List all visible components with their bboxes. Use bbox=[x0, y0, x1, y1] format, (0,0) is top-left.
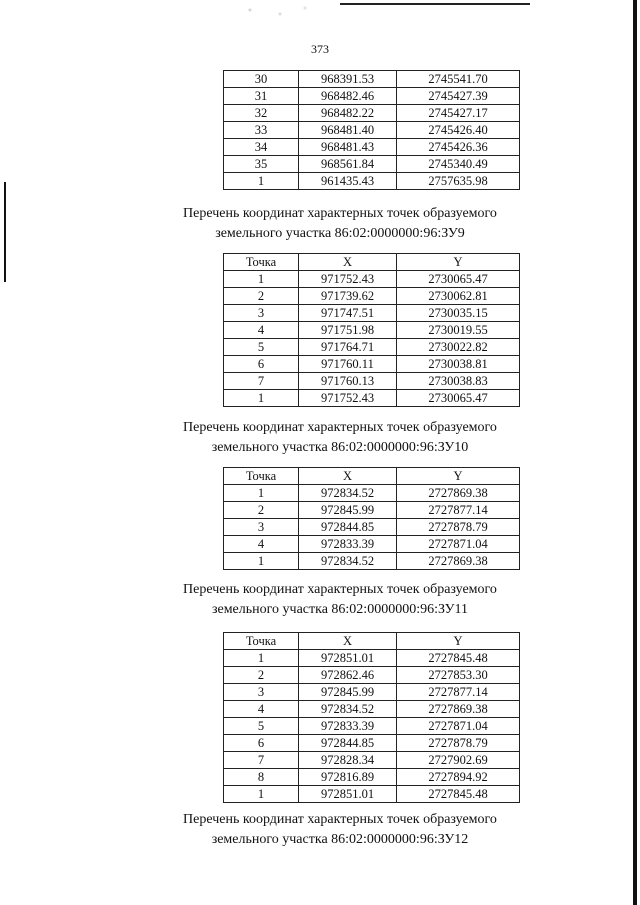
x-cell: 971760.11 bbox=[299, 356, 397, 373]
table-row bbox=[224, 735, 520, 752]
table-body bbox=[224, 271, 520, 407]
table-row bbox=[224, 502, 520, 519]
x-cell: 968391.53 bbox=[299, 71, 397, 88]
y-cell: 2727878.79 bbox=[397, 735, 520, 752]
point-cell: 1 bbox=[224, 786, 299, 803]
caption-line: земельного участка 86:02:0000000:96:ЗУ12 bbox=[211, 832, 469, 847]
table-row bbox=[224, 485, 520, 502]
table-row bbox=[224, 390, 520, 407]
header-cell: X bbox=[299, 633, 397, 650]
table-header-row bbox=[224, 633, 520, 650]
caption-line: земельного участка 86:02:0000000:96:ЗУ10 bbox=[211, 440, 469, 455]
point-cell: 7 bbox=[224, 752, 299, 769]
scan-smudge bbox=[230, 2, 330, 22]
x-cell: 971739.62 bbox=[299, 288, 397, 305]
scan-edge-line bbox=[340, 3, 530, 5]
point-cell: 2 bbox=[224, 667, 299, 684]
table-row bbox=[224, 322, 520, 339]
coords-table-continuation bbox=[223, 70, 520, 190]
x-cell: 961435.43 bbox=[299, 173, 397, 190]
y-cell: 2730065.47 bbox=[397, 390, 520, 407]
caption-line: земельного участка 86:02:0000000:96:ЗУ9 bbox=[215, 226, 465, 241]
point-cell: 33 bbox=[224, 122, 299, 139]
y-cell: 2730062.81 bbox=[397, 288, 520, 305]
table-header-row bbox=[224, 468, 520, 485]
table-row bbox=[224, 105, 520, 122]
y-cell: 2730035.15 bbox=[397, 305, 520, 322]
table-row bbox=[224, 288, 520, 305]
coords-table-zu9 bbox=[223, 253, 520, 407]
x-cell: 971752.43 bbox=[299, 271, 397, 288]
x-cell: 971747.51 bbox=[299, 305, 397, 322]
x-cell: 968481.43 bbox=[299, 139, 397, 156]
point-cell: 6 bbox=[224, 356, 299, 373]
table-row bbox=[224, 339, 520, 356]
point-cell: 1 bbox=[224, 553, 299, 570]
x-cell: 971751.98 bbox=[299, 322, 397, 339]
y-cell: 2730019.55 bbox=[397, 322, 520, 339]
table-row bbox=[224, 769, 520, 786]
point-cell: 31 bbox=[224, 88, 299, 105]
point-cell: 4 bbox=[224, 322, 299, 339]
point-cell: 4 bbox=[224, 701, 299, 718]
y-cell: 2745541.70 bbox=[397, 71, 520, 88]
table-row bbox=[224, 786, 520, 803]
page-number: 373 bbox=[311, 42, 329, 56]
table-header-row bbox=[224, 254, 520, 271]
point-cell: 35 bbox=[224, 156, 299, 173]
table-row bbox=[224, 752, 520, 769]
caption-line: Перечень координат характерных точек образуемого bbox=[183, 420, 497, 435]
x-cell: 972844.85 bbox=[299, 519, 397, 536]
y-cell: 2745426.40 bbox=[397, 122, 520, 139]
y-cell: 2730022.82 bbox=[397, 339, 520, 356]
point-cell: 34 bbox=[224, 139, 299, 156]
y-cell: 2730065.47 bbox=[397, 271, 520, 288]
x-cell: 972845.99 bbox=[299, 502, 397, 519]
table-body bbox=[224, 71, 520, 190]
x-cell: 972816.89 bbox=[299, 769, 397, 786]
y-cell: 2757635.98 bbox=[397, 173, 520, 190]
table-row bbox=[224, 139, 520, 156]
x-cell: 972845.99 bbox=[299, 684, 397, 701]
point-cell: 30 bbox=[224, 71, 299, 88]
point-cell: 2 bbox=[224, 288, 299, 305]
table-body bbox=[224, 650, 520, 803]
table-row bbox=[224, 718, 520, 735]
point-cell: 7 bbox=[224, 373, 299, 390]
y-cell: 2727902.69 bbox=[397, 752, 520, 769]
point-cell: 2 bbox=[224, 502, 299, 519]
x-cell: 971752.43 bbox=[299, 390, 397, 407]
point-cell: 1 bbox=[224, 650, 299, 667]
x-cell: 968482.46 bbox=[299, 88, 397, 105]
y-cell: 2727877.14 bbox=[397, 502, 520, 519]
caption-zu12 bbox=[120, 810, 560, 850]
y-cell: 2727845.48 bbox=[397, 650, 520, 667]
x-cell: 971764.71 bbox=[299, 339, 397, 356]
header-cell: X bbox=[299, 468, 397, 485]
y-cell: 2727871.04 bbox=[397, 536, 520, 553]
header-cell: Точка bbox=[224, 633, 299, 650]
x-cell: 972851.01 bbox=[299, 650, 397, 667]
x-cell: 972862.46 bbox=[299, 667, 397, 684]
table-row bbox=[224, 373, 520, 390]
scan-margin-mark bbox=[4, 182, 6, 282]
table-row bbox=[224, 684, 520, 701]
caption-line: Перечень координат характерных точек образуемого bbox=[183, 812, 497, 827]
header-cell: Y bbox=[397, 468, 520, 485]
y-cell: 2745427.17 bbox=[397, 105, 520, 122]
y-cell: 2727869.38 bbox=[397, 701, 520, 718]
y-cell: 2727869.38 bbox=[397, 485, 520, 502]
scan-artifact bbox=[230, 0, 530, 14]
table-header bbox=[224, 633, 520, 650]
table-header bbox=[224, 468, 520, 485]
table-row bbox=[224, 156, 520, 173]
point-cell: 1 bbox=[224, 485, 299, 502]
table-row bbox=[224, 650, 520, 667]
table-row bbox=[224, 88, 520, 105]
table-row bbox=[224, 173, 520, 190]
table-row bbox=[224, 305, 520, 322]
header-cell: Y bbox=[397, 254, 520, 271]
x-cell: 968482.22 bbox=[299, 105, 397, 122]
point-cell: 1 bbox=[224, 271, 299, 288]
y-cell: 2727869.38 bbox=[397, 553, 520, 570]
point-cell: 4 bbox=[224, 536, 299, 553]
caption-line: Перечень координат характерных точек образуемого bbox=[183, 206, 497, 221]
table-row bbox=[224, 271, 520, 288]
table-row bbox=[224, 519, 520, 536]
caption-line: земельного участка 86:02:0000000:96:ЗУ11 bbox=[211, 602, 469, 617]
x-cell: 972834.52 bbox=[299, 701, 397, 718]
point-cell: 1 bbox=[224, 390, 299, 407]
point-cell: 1 bbox=[224, 173, 299, 190]
header-cell: Точка bbox=[224, 468, 299, 485]
x-cell: 972834.52 bbox=[299, 553, 397, 570]
caption-zu10 bbox=[120, 418, 560, 458]
table-row bbox=[224, 122, 520, 139]
y-cell: 2745340.49 bbox=[397, 156, 520, 173]
y-cell: 2727894.92 bbox=[397, 769, 520, 786]
point-cell: 5 bbox=[224, 339, 299, 356]
x-cell: 968561.84 bbox=[299, 156, 397, 173]
y-cell: 2745427.39 bbox=[397, 88, 520, 105]
point-cell: 3 bbox=[224, 305, 299, 322]
table-body bbox=[224, 485, 520, 570]
table-row bbox=[224, 701, 520, 718]
caption-line: Перечень координат характерных точек образуемого bbox=[183, 582, 497, 597]
table-row bbox=[224, 356, 520, 373]
y-cell: 2727877.14 bbox=[397, 684, 520, 701]
x-cell: 972844.85 bbox=[299, 735, 397, 752]
x-cell: 972851.01 bbox=[299, 786, 397, 803]
header-cell: Y bbox=[397, 633, 520, 650]
x-cell: 968481.40 bbox=[299, 122, 397, 139]
y-cell: 2727871.04 bbox=[397, 718, 520, 735]
y-cell: 2730038.81 bbox=[397, 356, 520, 373]
coords-table-zu10 bbox=[223, 467, 520, 570]
table-row bbox=[224, 536, 520, 553]
point-cell: 8 bbox=[224, 769, 299, 786]
table-row bbox=[224, 667, 520, 684]
coords-table-zu11 bbox=[223, 632, 520, 803]
point-cell: 5 bbox=[224, 718, 299, 735]
x-cell: 972828.34 bbox=[299, 752, 397, 769]
table-row bbox=[224, 71, 520, 88]
x-cell: 972833.39 bbox=[299, 718, 397, 735]
caption-zu9 bbox=[120, 204, 560, 244]
point-cell: 3 bbox=[224, 519, 299, 536]
x-cell: 971760.13 bbox=[299, 373, 397, 390]
y-cell: 2727845.48 bbox=[397, 786, 520, 803]
y-cell: 2730038.83 bbox=[397, 373, 520, 390]
point-cell: 3 bbox=[224, 684, 299, 701]
scan-page-edge bbox=[633, 0, 637, 905]
caption-zu11 bbox=[120, 580, 560, 620]
header-cell: X bbox=[299, 254, 397, 271]
point-cell: 32 bbox=[224, 105, 299, 122]
x-cell: 972834.52 bbox=[299, 485, 397, 502]
y-cell: 2727878.79 bbox=[397, 519, 520, 536]
table-row bbox=[224, 553, 520, 570]
y-cell: 2745426.36 bbox=[397, 139, 520, 156]
y-cell: 2727853.30 bbox=[397, 667, 520, 684]
x-cell: 972833.39 bbox=[299, 536, 397, 553]
header-cell: Точка bbox=[224, 254, 299, 271]
point-cell: 6 bbox=[224, 735, 299, 752]
table-header bbox=[224, 254, 520, 271]
